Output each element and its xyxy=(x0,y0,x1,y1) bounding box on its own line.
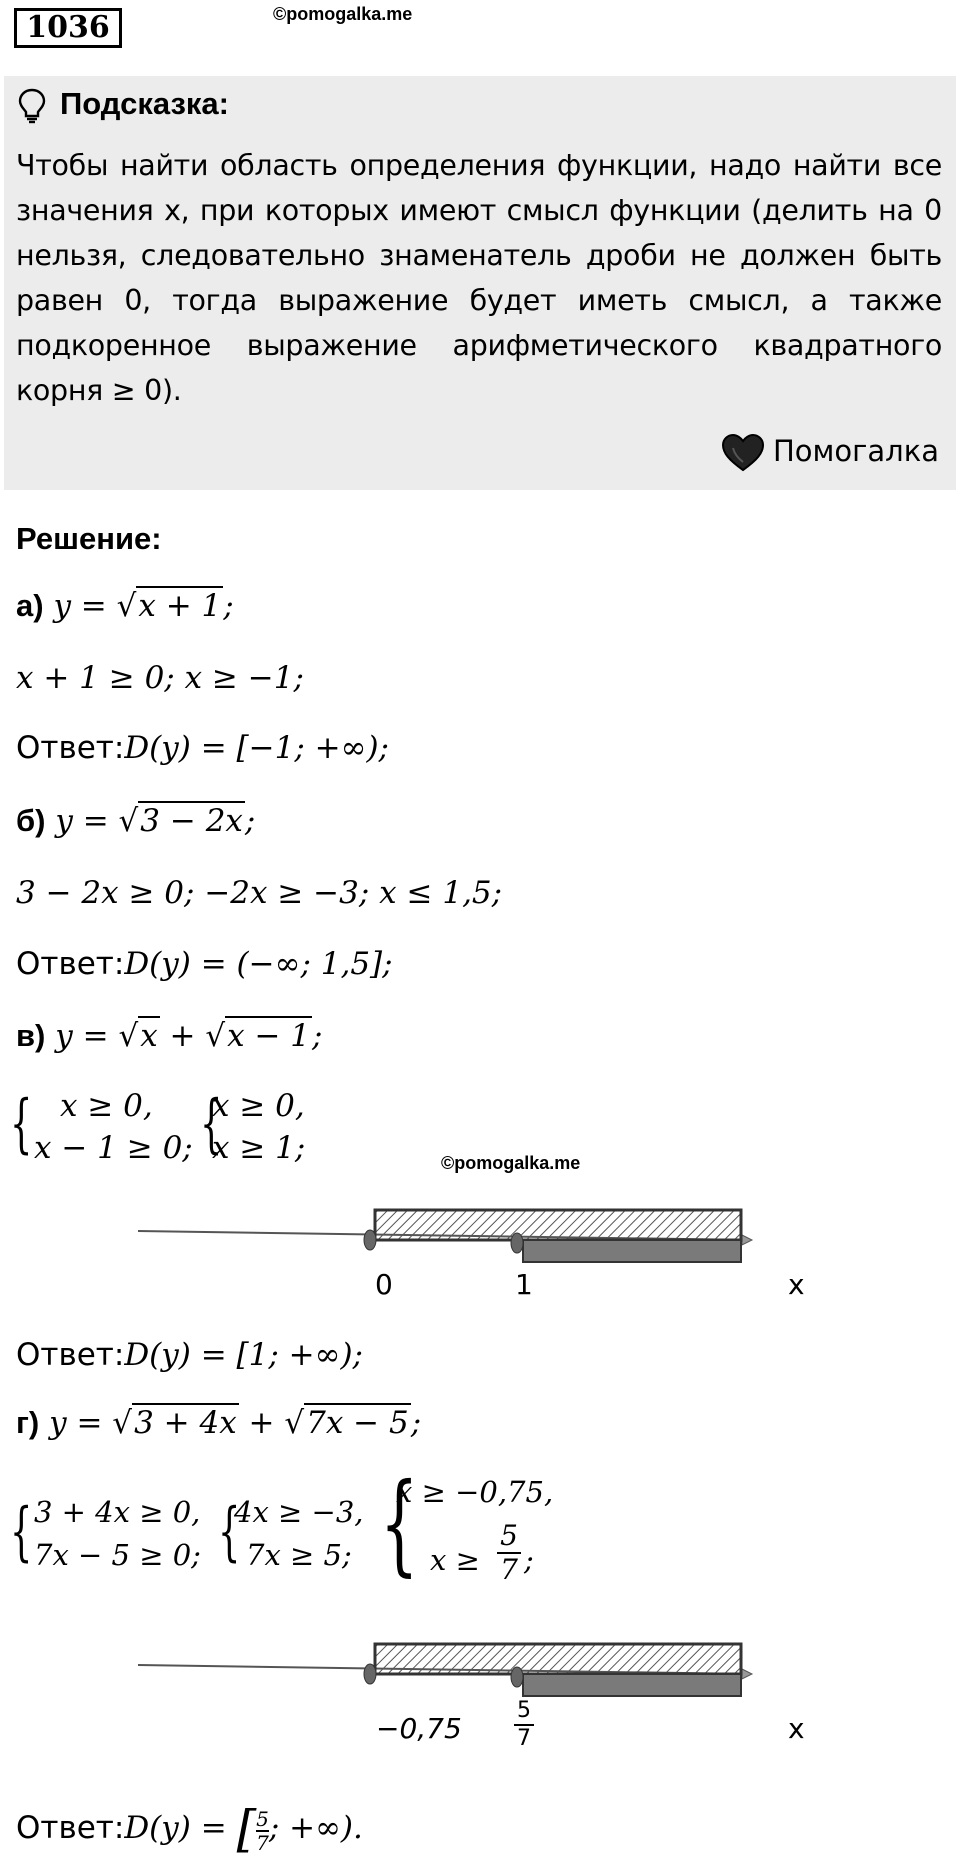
shaded-range-x-ge-5-7 xyxy=(523,1674,741,1696)
number-line-v xyxy=(130,1200,770,1270)
number-line-g xyxy=(130,1634,770,1704)
g-sys1-line1: 3 + 4x ≥ 0, xyxy=(34,1495,201,1529)
part-b-equation: б) y = √3 − 2x; xyxy=(16,803,256,839)
lightbulb-icon xyxy=(18,88,46,124)
hint-text: Чтобы найти область определения функции, надо найти все значения x, при которых имеют смысл функции (делить на 0 нельзя, следовательно знаменатель дроби не должен быть равен 0, тогда выражение будет иметь смысл, а также подкоренное выражение арифметического квадратного корня ≥ 0). xyxy=(16,149,942,407)
system-brace: { xyxy=(380,1459,419,1587)
watermark: ©pomogalka.me xyxy=(273,4,413,24)
part-a-answer: Ответ:D(y) = [−1; +∞); xyxy=(16,730,389,766)
heart-icon xyxy=(721,434,765,472)
part-v-answer: Ответ:D(y) = [1; +∞); xyxy=(16,1337,364,1373)
axis-arrow xyxy=(742,1235,752,1245)
part-a-equation: а) y = √x + 1; xyxy=(16,588,234,624)
axis-tick-0: 0 xyxy=(375,1268,393,1301)
g-sys2-line2: 7x ≥ 5; xyxy=(246,1538,352,1572)
hint-title: Подсказка: xyxy=(60,86,229,121)
brand-name: Помогалка xyxy=(773,434,939,468)
part-v-equation: в) y = √x + √x − 1; xyxy=(16,1018,323,1054)
system-brace: { xyxy=(218,1495,241,1569)
shaded-range-x-ge-1 xyxy=(523,1240,741,1262)
part-g-equation: г) y = √3 + 4x + √7x − 5; xyxy=(16,1405,422,1441)
answer-fraction-5-7: $\frac{5}{7}$ xyxy=(256,1807,269,1855)
fraction-5-7: 5 7 xyxy=(497,1520,521,1586)
point-1 xyxy=(511,1233,523,1253)
part-a-step: x + 1 ≥ 0; x ≥ −1; xyxy=(16,660,304,696)
v-sys2-line1: x ≥ 0, xyxy=(212,1088,305,1124)
v-sys1-line2: x − 1 ≥ 0; xyxy=(34,1130,193,1166)
axis-tick-1: 1 xyxy=(515,1268,533,1301)
part-b-answer: Ответ:D(y) = (−∞; 1,5]; xyxy=(16,946,393,982)
g-sys3-line2: x ≥ xyxy=(430,1543,480,1577)
axis-var-x: x xyxy=(788,1268,805,1301)
g-sys3-line1: x ≥ −0,75, xyxy=(396,1475,554,1509)
system-brace: { xyxy=(10,1495,33,1569)
part-b-step: 3 − 2x ≥ 0; −2x ≥ −3; x ≤ 1,5; xyxy=(16,875,503,911)
g-sys2-line1: 4x ≥ −3, xyxy=(234,1495,364,1529)
point-neg075 xyxy=(364,1664,376,1684)
task-number: 1036 xyxy=(14,8,122,48)
v-sys1-line1: x ≥ 0, xyxy=(60,1088,153,1124)
system-brace: { xyxy=(10,1087,33,1161)
axis-arrow xyxy=(742,1669,752,1679)
system-brace: { xyxy=(200,1087,223,1161)
bracket-open: [ xyxy=(236,1800,257,1858)
shaded-range-x-ge-neg075 xyxy=(375,1644,741,1674)
shaded-range-x-ge-0 xyxy=(375,1210,741,1240)
watermark: ©pomogalka.me xyxy=(441,1153,581,1173)
part-g-answer: Ответ:D(y) = [ $\frac{5}{7}$ ; +∞). xyxy=(16,1800,363,1858)
g-sys1-line2: 7x − 5 ≥ 0; xyxy=(34,1538,201,1572)
axis-tick-neg075: −0,75 xyxy=(376,1712,462,1745)
v-sys2-line2: x ≥ 1; xyxy=(212,1130,306,1166)
point-0 xyxy=(364,1230,376,1250)
solution-title: Решение: xyxy=(16,521,162,556)
point-5-7 xyxy=(511,1667,523,1687)
axis-var-x: x xyxy=(788,1712,805,1745)
g-sys3-end: ; xyxy=(524,1543,534,1577)
axis-tick-5-7: 5 7 xyxy=(514,1698,534,1752)
